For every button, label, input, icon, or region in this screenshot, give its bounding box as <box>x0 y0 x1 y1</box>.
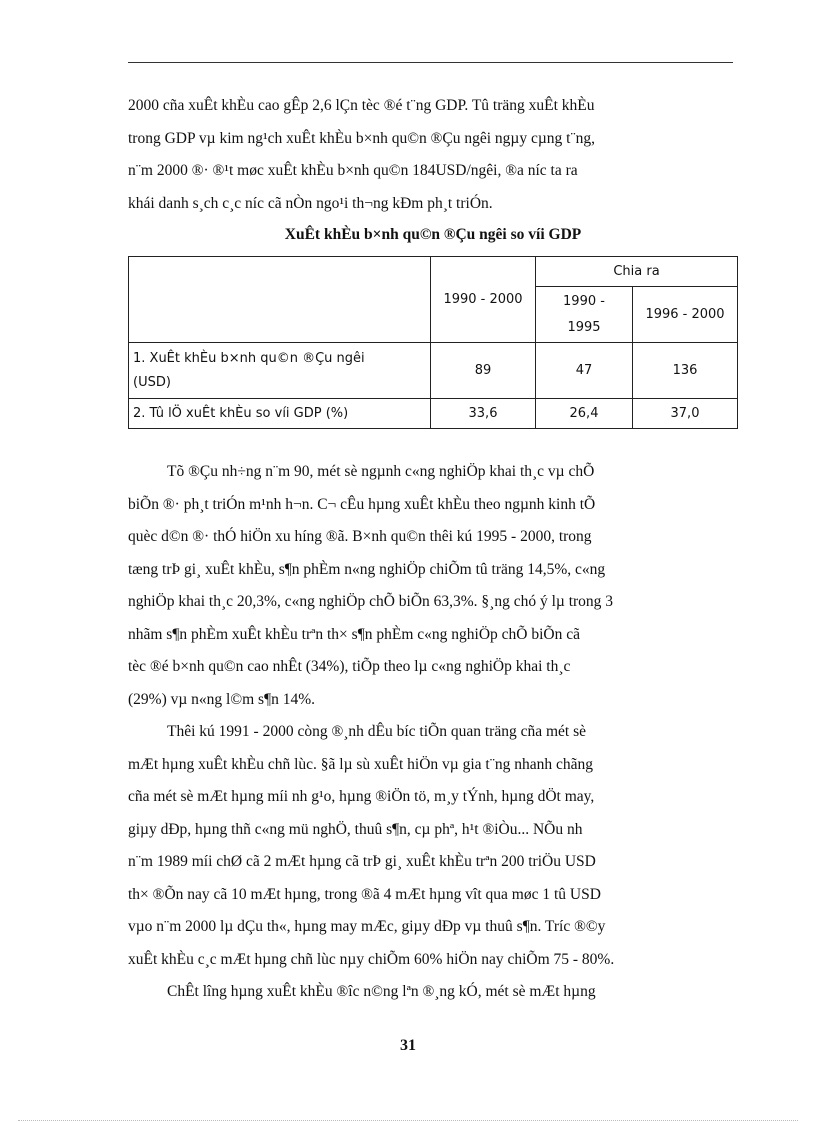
text-line: n¨m 2000 ®· ®¹t møc xuÊt khÈu b×nh qu©n 184USD/ngêi, ®a níc ta ra <box>128 162 578 179</box>
text-line: mÆt hµng xuÊt khÈu chñ lùc. §ã lµ sù xuÊt hiÖn vµ gia t¨ng nhanh chãng <box>128 755 594 773</box>
header-1990-2000: 1990 - 2000 <box>431 257 536 343</box>
row-label: 2. Tû lÖ xuÊt khÈu so víi GDP (%) <box>129 399 431 429</box>
row-label <box>129 343 431 399</box>
text-line: nhãm s¶n phÈm xuÊt khÈu trªn th× s¶n phÈm c«ng nghiÖp chÕ biÕn cã <box>128 625 580 643</box>
header-chia-ra: Chia ra <box>536 257 738 287</box>
table-row <box>129 399 738 429</box>
row-value: 47 <box>536 343 633 399</box>
text-line: nghiÖp khai th¸c 20,3%, c«ng nghiÖp chÕ biÕn 63,3%. §¸ng chó ý lµ trong 3 <box>128 593 614 610</box>
text-line: trong GDP vµ kim ng¹ch xuÊt khÈu b×nh qu©n ®Çu ngêi ngµy cµng t¨ng, <box>128 129 595 147</box>
text-line: xuÊt khÈu c¸c mÆt hµng chñ lùc nµy chiÕm 60% hiÖn nay chiÕm 75 - 80%. <box>128 950 615 968</box>
header-1990-1995-line1: 1990 - <box>563 293 605 309</box>
header-rule <box>128 62 733 63</box>
text-line: cña mét sè mÆt hµng míi nh g¹o, hµng ®iÖn tö, m¸y tÝnh, hµng dÖt may, <box>128 788 595 805</box>
text-line: Tõ ®Çu nh÷ng n¨m 90, mét sè ngµnh c«ng nghiÖp khai th¸c vµ chÕ <box>167 463 595 480</box>
text-line: biÕn ®· ph¸t triÓn m¹nh h¬n. C¬ cÊu hµng xuÊt khÈu theo ngµnh kinh tÕ <box>128 495 596 513</box>
row-label-line1: 1. XuÊt khÈu b×nh qu©n ®Çu ngêi <box>133 350 365 366</box>
text-line: tæng trÞ gi¸ xuÊt khÈu, s¶n phÈm n«ng nghiÖp chiÕm tû träng 14,5%, c«ng <box>128 560 606 578</box>
row-value: 136 <box>633 343 738 399</box>
row-value: 37,0 <box>633 399 738 429</box>
text-line: 2000 cña xuÊt khÈu cao gÊp 2,6 lÇn tèc ®é t¨ng GDP. Tû träng xuÊt khÈu <box>128 97 595 114</box>
text-line: vµo n¨m 2000 lµ dÇu th«, hµng may mÆc, giµy dÐp vµ thuû s¶n. Tríc ®©y <box>128 918 606 935</box>
row-value: 26,4 <box>536 399 633 429</box>
export-gdp-table <box>128 256 738 429</box>
text-line: n¨m 1989 míi chØ cã 2 mÆt hµng cã trÞ gi¸ xuÊt khÈu trªn 200 triÖu USD <box>128 853 596 870</box>
page-bottom-border <box>18 1120 798 1121</box>
text-line: quèc d©n ®· thÓ hiÖn xu híng ®ã. B×nh qu©n thêi kú 1995 - 2000, trong <box>128 528 592 545</box>
page-number: 31 <box>400 1037 416 1054</box>
header-empty-cell <box>129 257 431 343</box>
row-value: 33,6 <box>431 399 536 429</box>
row-value: 89 <box>431 343 536 399</box>
text-line: tèc ®é b×nh qu©n cao nhÊt (34%), tiÕp theo lµ c«ng nghiÖp khai th¸c <box>128 658 571 675</box>
table-header-row <box>129 257 738 287</box>
header-1996-2000: 1996 - 2000 <box>633 287 738 343</box>
paragraph-3 <box>128 716 730 976</box>
text-line: giµy dÐp, hµng thñ c«ng mü nghÖ, thuû s¶n, cµ phª, h¹t ®iÒu... NÕu nh <box>128 820 583 838</box>
text-line: th× ®Õn nay cã 10 mÆt hµng, trong ®ã 4 mÆt hµng vît qua møc 1 tû USD <box>128 885 601 903</box>
text-line: (29%) vµ n«ng l©m s¶n 14%. <box>128 690 316 708</box>
header-1990-1995-line2: 1995 <box>567 319 601 335</box>
paragraph-4 <box>128 976 730 1009</box>
text-line: ChÊt lîng hµng xuÊt khÈu ®îc n©ng lªn ®¸ng kÓ, mét sè mÆt hµng <box>167 983 596 1000</box>
paragraph-2 <box>128 456 730 716</box>
text-line: Thêi kú 1991 - 2000 còng ®¸nh dÊu bíc tiÕn quan träng cña mét sè <box>167 723 586 740</box>
table-title: XuÊt khÈu b×nh qu©n ®Çu ngêi so víi GDP <box>284 226 582 243</box>
paragraph-1 <box>128 90 730 220</box>
table-row <box>129 343 738 399</box>
header-1990-1995 <box>536 287 633 343</box>
text-line: khái danh s¸ch c¸c níc cã nÒn ngo¹i th¬ng kÐm ph¸t triÓn. <box>128 194 493 212</box>
row-label-line2: (USD) <box>133 374 171 390</box>
